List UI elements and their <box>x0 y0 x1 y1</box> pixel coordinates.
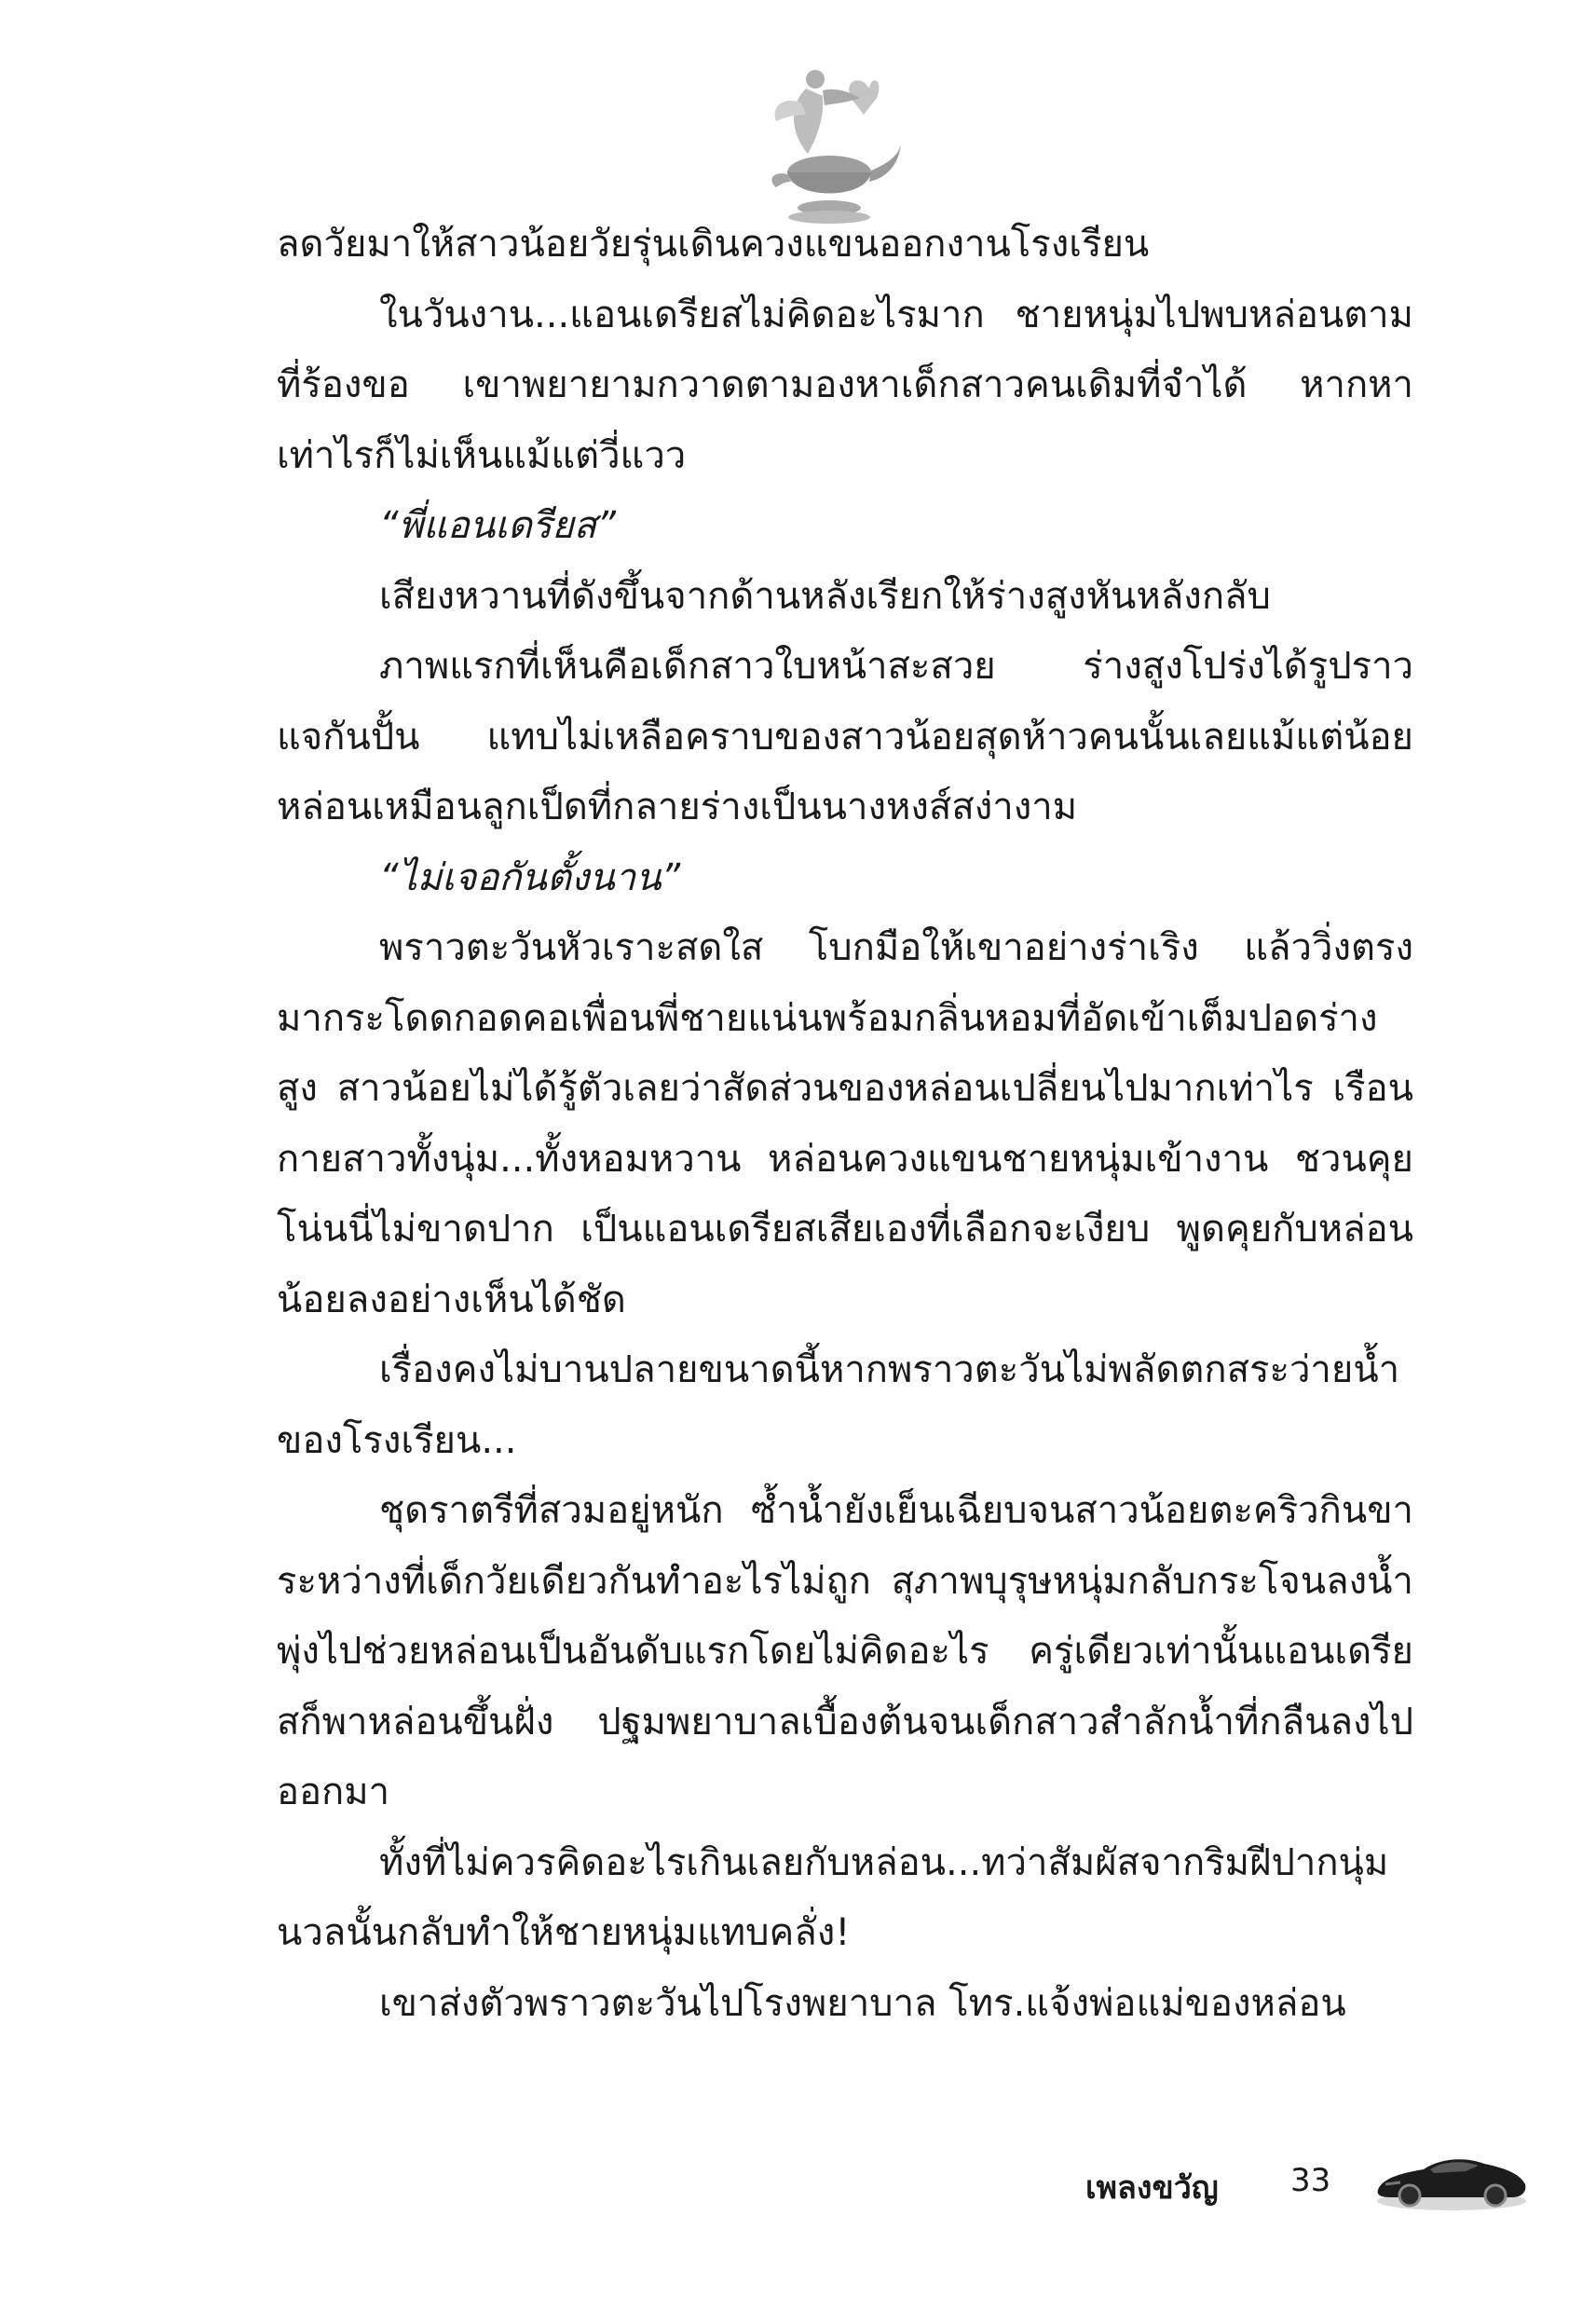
paragraph-2: ในวันงาน...แอนเดรียสไม่คิดอะไรมาก ชายหนุ่มไปพบหล่อนตามที่ร้องขอ เขาพยายามกวาดตามองหาเด็กสาวคนเดิมที่จำได้ หากหาเท่าไรก็ไม่เห็นแม้แต่วี่แวว <box>277 293 1413 477</box>
paragraph-9: เขาส่งตัวพราวตะวันไปโรงพยาบาล โทร.แจ้งพ่อแม่ของหล่อน <box>379 1981 1346 2025</box>
page-footer <box>1071 2143 1537 2218</box>
paragraph-8: ทั้งที่ไม่ควรคิดอะไรเกินเลยกับหล่อน...ทว่าสัมผัสจากริมฝีปากนุ่มนวลนั้นกลับทำให้ชายหนุ่มแทบคลั่ง! <box>277 1840 1389 1954</box>
page-number: 33 <box>1290 2162 1331 2199</box>
sports-car-icon <box>1372 2143 1531 2218</box>
paragraph-4: ภาพแรกที่เห็นคือเด็กสาวใบหน้าสะสวย ร่างสูงโปร่งได้รูปราวแจกันปั้น แทบไม่เหลือคราบของสาวน้อยสุดห้าวคนนั้นเลยแม้แต่น้อย หล่อนเหมือนลูกเป็ดที่กลายร่างเป็นนางหงส์สง่างาม <box>277 645 1413 828</box>
body-text <box>277 210 1413 2039</box>
paragraph-3: เสียงหวานที่ดังขึ้นจากด้านหลังเรียกให้ร่างสูงหันหลังกลับ <box>379 574 1271 618</box>
paragraph-6: เรื่องคงไม่บานปลายขนาดนี้หากพราวตะวันไม่พลัดตกสระว่ายน้ำของโรงเรียน... <box>277 1348 1400 1462</box>
book-title: เพลงขวัญ <box>1085 2169 1219 2207</box>
dialogue-line-1: “พี่แอนเดรียส” <box>379 504 616 547</box>
angel-teapot-icon <box>750 51 908 228</box>
paragraph-5: พราวตะวันหัวเราะสดใส โบกมือให้เขาอย่างร่าเริง แล้ววิ่งตรงมากระโดดกอดคอเพื่อนพี่ชายแน่นพร้อมกลิ่นหอมที่อัดเข้าเต็มปอดร่างสูง สาวน้อยไม่ได้รู้ตัวเลยว่าสัดส่วนของหล่อนเปลี่ยนไปมากเท่าไร เรือนกายสาวทั้งนุ่ม...ทั้งหอมหวาน หล่อนควงแขนชายหนุ่มเข้างาน ชวนคุยโน่นนี่ไม่ขาดปาก เป็นแอนเดรียสเสียเองที่เลือกจะเงียบ พูดคุยกับหล่อนน้อยลงอย่างเห็นได้ชัด <box>277 926 1413 1321</box>
paragraph-7: ชุดราตรีที่สวมอยู่หนัก ซ้ำน้ำยังเย็นเฉียบจนสาวน้อยตะคริวกินขา ระหว่างที่เด็กวัยเดียวกันทำอะไรไม่ถูก สุภาพบุรุษหนุ่มกลับกระโจนลงน้ำ พุ่งไปช่วยหล่อนเป็นอันดับแรกโดยไม่คิดอะไร ครู่เดียวเท่านั้นแอนเดรียสก็พาหล่อนขึ้นฝั่ง ปฐมพยาบาลเบื้องต้นจนเด็กสาวสำลักน้ำที่กลืนลงไปออกมา <box>277 1489 1413 1813</box>
paragraph-1: ลดวัยมาให้สาวน้อยวัยรุ่นเดินควงแขนออกงานโรงเรียน <box>277 223 1150 266</box>
dialogue-line-2: “ไม่เจอกันตั้งนาน” <box>379 855 681 899</box>
